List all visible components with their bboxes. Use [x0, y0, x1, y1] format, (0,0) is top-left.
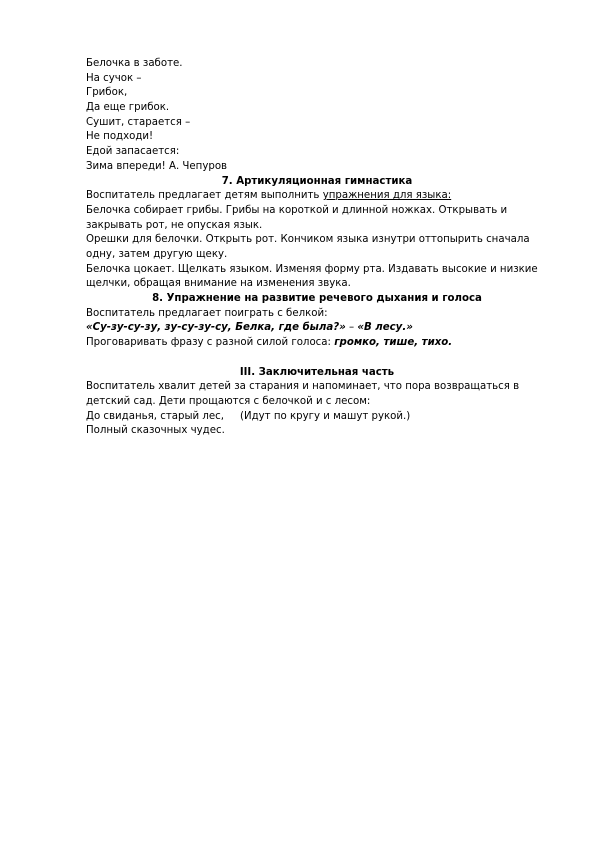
instruction-modes: громко, тише, тихо.: [334, 337, 453, 349]
section-7-intro: [86, 189, 548, 204]
section-3-paragraph: Воспитатель хвалит детей за старания и напоминает, что пора возвращаться в детский сад. Дети прощаются с белочкой и с лесом:: [86, 381, 520, 407]
section-8-intro: Воспитатель предлагает поиграть с белкой:: [86, 307, 328, 319]
farewell-verse: До свиданья, старый лес,: [86, 410, 224, 422]
poem-line: Белочка в заботе.: [86, 58, 183, 69]
exercise-paragraph: Орешки для белочки. Открыть рот. Кончиком языка изнутри оттопырить сначала одну, затем другую щеку.: [86, 234, 530, 260]
farewell-verse-line: Полный сказочных чудес.: [86, 425, 225, 437]
poem-line: Сушит, старается –: [86, 116, 191, 128]
blank-line: [86, 351, 548, 366]
poem-line: На сучок –: [86, 72, 142, 84]
poem-line: Да еще грибок.: [86, 102, 170, 114]
phrase-separator: –: [345, 322, 358, 334]
section-8-phrase: [86, 321, 548, 336]
section-7-intro-text: Воспитатель предлагает детям выполнить: [86, 190, 323, 202]
section-8-instruction: [86, 336, 548, 351]
phrase-answer: «В лесу.»: [357, 322, 413, 334]
poem-line: Грибок,: [86, 87, 128, 99]
exercise-paragraph: Белочка цокает. Щелкать языком. Изменяя форму рта. Издавать высокие и низкие щелчки, обращая внимание на изменения звука.: [86, 263, 538, 290]
poem-line: Едой запасается:: [86, 146, 180, 158]
section-7-intro-underlined: упражнения для языка:: [322, 190, 452, 202]
poem-line-author: Зима впереди! А. Чепуров: [86, 160, 228, 172]
farewell-stage-note: (Идут по кругу и машут рукой.): [239, 410, 411, 422]
section-8-heading: 8. Упражнение на развитие речевого дыхания и голоса: [152, 293, 482, 305]
document-content: [86, 57, 548, 439]
poem-line: Не подходи!: [86, 131, 154, 143]
farewell-verse-line: [86, 410, 548, 425]
instruction-text: Проговаривать фразу с разной силой голоса:: [86, 337, 335, 349]
exercise-paragraph: Белочка собирает грибы. Грибы на короткой и длинной ножках. Открывать и закрывать рот, не опуская язык.: [86, 204, 508, 231]
section-7-heading: 7. Артикуляционная гимнастика: [221, 175, 413, 187]
section-3-heading: III. Заключительная часть: [239, 366, 395, 378]
phrase-question: «Су-зу-су-зу, зу-су-зу-су, Белка, где была?»: [86, 322, 346, 334]
